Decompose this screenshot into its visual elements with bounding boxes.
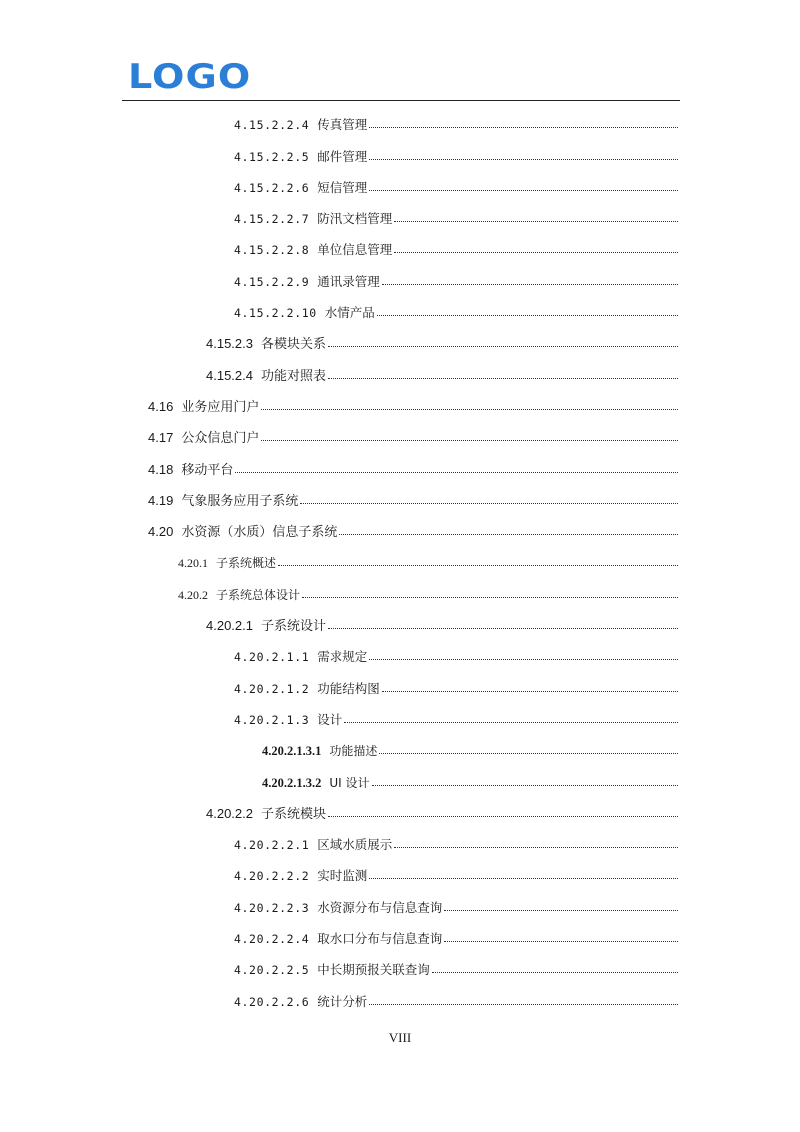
table-of-contents xyxy=(0,102,800,1010)
toc-entry[interactable] xyxy=(0,728,800,759)
toc-entry-title: 气象服务应用子系统 xyxy=(181,492,299,508)
toc-entry[interactable] xyxy=(0,540,800,571)
toc-entry-number: 4.19 xyxy=(148,492,174,508)
toc-dot-leader xyxy=(444,941,678,942)
toc-entry-number: 4.20.2.1.1 xyxy=(234,650,310,665)
toc-dot-leader xyxy=(444,910,678,911)
toc-entry-number: 4.20.1 xyxy=(178,556,208,571)
toc-entry-number: 4.15.2.2.6 xyxy=(234,180,310,195)
toc-entry-title: 通讯录管理 xyxy=(317,273,380,289)
toc-dot-leader xyxy=(394,847,678,848)
toc-entry-title: 取水口分布与信息查询 xyxy=(317,931,443,947)
toc-entry[interactable] xyxy=(0,978,800,1009)
toc-entry-title: 各模块关系 xyxy=(261,336,327,352)
toc-dot-leader xyxy=(369,127,678,128)
toc-entry[interactable] xyxy=(0,227,800,258)
toc-entry[interactable] xyxy=(0,853,800,884)
toc-entry-number: 4.15.2.2.9 xyxy=(234,274,310,289)
header-divider xyxy=(122,100,680,101)
toc-entry-number: 4.20.2.2.3 xyxy=(234,900,310,915)
toc-entry-number: 4.20.2.1.2 xyxy=(234,681,310,696)
toc-dot-leader xyxy=(432,972,678,973)
toc-entry-title: 中长期预报关联查询 xyxy=(317,962,430,978)
toc-dot-leader xyxy=(372,785,678,786)
toc-entry[interactable] xyxy=(0,321,800,352)
toc-entry-number: 4.20.2.2.2 xyxy=(234,869,310,884)
toc-entry-number: 4.15.2.2.7 xyxy=(234,212,310,227)
toc-entry-title: 功能结构图 xyxy=(317,680,380,696)
toc-entry-number: 4.15.2.3 xyxy=(206,336,253,352)
toc-entry[interactable] xyxy=(0,884,800,915)
toc-dot-leader xyxy=(369,159,678,160)
toc-dot-leader xyxy=(369,190,678,191)
toc-dot-leader xyxy=(377,315,678,316)
toc-dot-leader xyxy=(278,565,678,566)
toc-entry[interactable] xyxy=(0,603,800,634)
toc-entry[interactable] xyxy=(0,697,800,728)
toc-entry[interactable] xyxy=(0,415,800,446)
toc-entry[interactable] xyxy=(0,759,800,790)
toc-entry-number: 4.16 xyxy=(148,398,174,414)
toc-entry[interactable] xyxy=(0,446,800,477)
toc-entry-title: 水情产品 xyxy=(324,305,375,321)
toc-entry[interactable] xyxy=(0,791,800,822)
toc-entry-number: 4.20.2.2.1 xyxy=(234,838,310,853)
toc-dot-leader xyxy=(235,472,678,473)
toc-dot-leader xyxy=(328,628,678,629)
toc-entry[interactable] xyxy=(0,384,800,415)
toc-dot-leader xyxy=(382,691,678,692)
toc-entry-title: 子系统总体设计 xyxy=(216,587,301,602)
toc-entry-number: 4.20.2.2 xyxy=(206,805,253,821)
toc-entry-title: 区域水质展示 xyxy=(317,837,393,853)
toc-entry-number: 4.20.2.1 xyxy=(206,618,253,634)
toc-entry-title: 实时监测 xyxy=(317,868,368,884)
toc-dot-leader xyxy=(302,597,678,598)
toc-dot-leader xyxy=(369,878,678,879)
toc-dot-leader xyxy=(369,659,678,660)
toc-entry[interactable] xyxy=(0,665,800,696)
toc-entry-number: 4.20.2.2.4 xyxy=(234,932,310,947)
toc-entry-title: 单位信息管理 xyxy=(317,242,393,258)
toc-entry-number: 4.17 xyxy=(148,430,174,446)
toc-entry-title: 需求规定 xyxy=(317,649,368,665)
toc-entry-title: 子系统模块 xyxy=(261,805,327,821)
toc-entry-title: 移动平台 xyxy=(181,461,234,477)
toc-entry[interactable] xyxy=(0,258,800,289)
toc-dot-leader xyxy=(379,753,678,754)
toc-entry-number: 4.20.2.2.5 xyxy=(234,963,310,978)
toc-entry-number: 4.20.2.1.3.2 xyxy=(262,775,322,790)
toc-dot-leader xyxy=(394,221,678,222)
toc-entry[interactable] xyxy=(0,290,800,321)
toc-entry-title: 功能对照表 xyxy=(261,367,327,383)
toc-entry[interactable] xyxy=(0,916,800,947)
toc-entry-number: 4.20.2.1.3.1 xyxy=(262,744,322,759)
page-number: VIII xyxy=(388,1030,412,1045)
toc-entry-number: 4.20.2.1.3 xyxy=(234,712,310,727)
toc-entry[interactable] xyxy=(0,133,800,164)
toc-entry-title: 功能描述 xyxy=(329,744,378,759)
toc-entry-number: 4.15.2.4 xyxy=(206,367,253,383)
toc-entry-title: UI 设计 xyxy=(329,775,370,790)
toc-entry-number: 4.15.2.2.5 xyxy=(234,149,310,164)
toc-entry-title: 邮件管理 xyxy=(317,148,368,164)
toc-entry-title: 设计 xyxy=(317,711,343,727)
toc-entry[interactable] xyxy=(0,165,800,196)
toc-entry[interactable] xyxy=(0,478,800,509)
toc-entry-title: 统计分析 xyxy=(317,993,368,1009)
toc-entry-number: 4.15.2.2.10 xyxy=(234,306,317,321)
toc-entry-title: 子系统概述 xyxy=(216,556,277,571)
toc-entry[interactable] xyxy=(0,509,800,540)
toc-dot-leader xyxy=(261,440,678,441)
toc-entry-title: 传真管理 xyxy=(317,117,368,133)
toc-entry-title: 短信管理 xyxy=(317,179,368,195)
toc-dot-leader xyxy=(369,1004,678,1005)
toc-entry[interactable] xyxy=(0,196,800,227)
toc-dot-leader xyxy=(394,252,678,253)
logo: LOGO xyxy=(128,57,252,97)
toc-dot-leader xyxy=(344,722,678,723)
toc-dot-leader xyxy=(339,534,678,535)
toc-entry[interactable] xyxy=(0,352,800,383)
toc-entry-title: 业务应用门户 xyxy=(181,398,260,414)
toc-dot-leader xyxy=(300,503,678,504)
toc-entry-number: 4.20.2.2.6 xyxy=(234,994,310,1009)
toc-entry[interactable] xyxy=(0,634,800,665)
toc-entry-title: 公众信息门户 xyxy=(181,430,260,446)
toc-entry-title: 防汛文档管理 xyxy=(317,211,393,227)
toc-entry-number: 4.20 xyxy=(148,524,174,540)
toc-dot-leader xyxy=(328,346,678,347)
toc-dot-leader xyxy=(328,378,678,379)
toc-dot-leader xyxy=(382,284,678,285)
toc-entry[interactable] xyxy=(0,822,800,853)
toc-entry-title: 水资源（水质）信息子系统 xyxy=(181,524,338,540)
toc-entry[interactable] xyxy=(0,947,800,978)
toc-entry-number: 4.18 xyxy=(148,461,174,477)
toc-entry-title: 子系统设计 xyxy=(261,618,327,634)
toc-dot-leader xyxy=(261,409,678,410)
toc-dot-leader xyxy=(328,816,678,817)
toc-entry-number: 4.15.2.2.4 xyxy=(234,118,310,133)
toc-entry-title: 水资源分布与信息查询 xyxy=(317,899,443,915)
toc-entry-number: 4.20.2 xyxy=(178,587,208,602)
toc-entry-number: 4.15.2.2.8 xyxy=(234,243,310,258)
toc-entry[interactable] xyxy=(0,102,800,133)
toc-entry[interactable] xyxy=(0,571,800,602)
